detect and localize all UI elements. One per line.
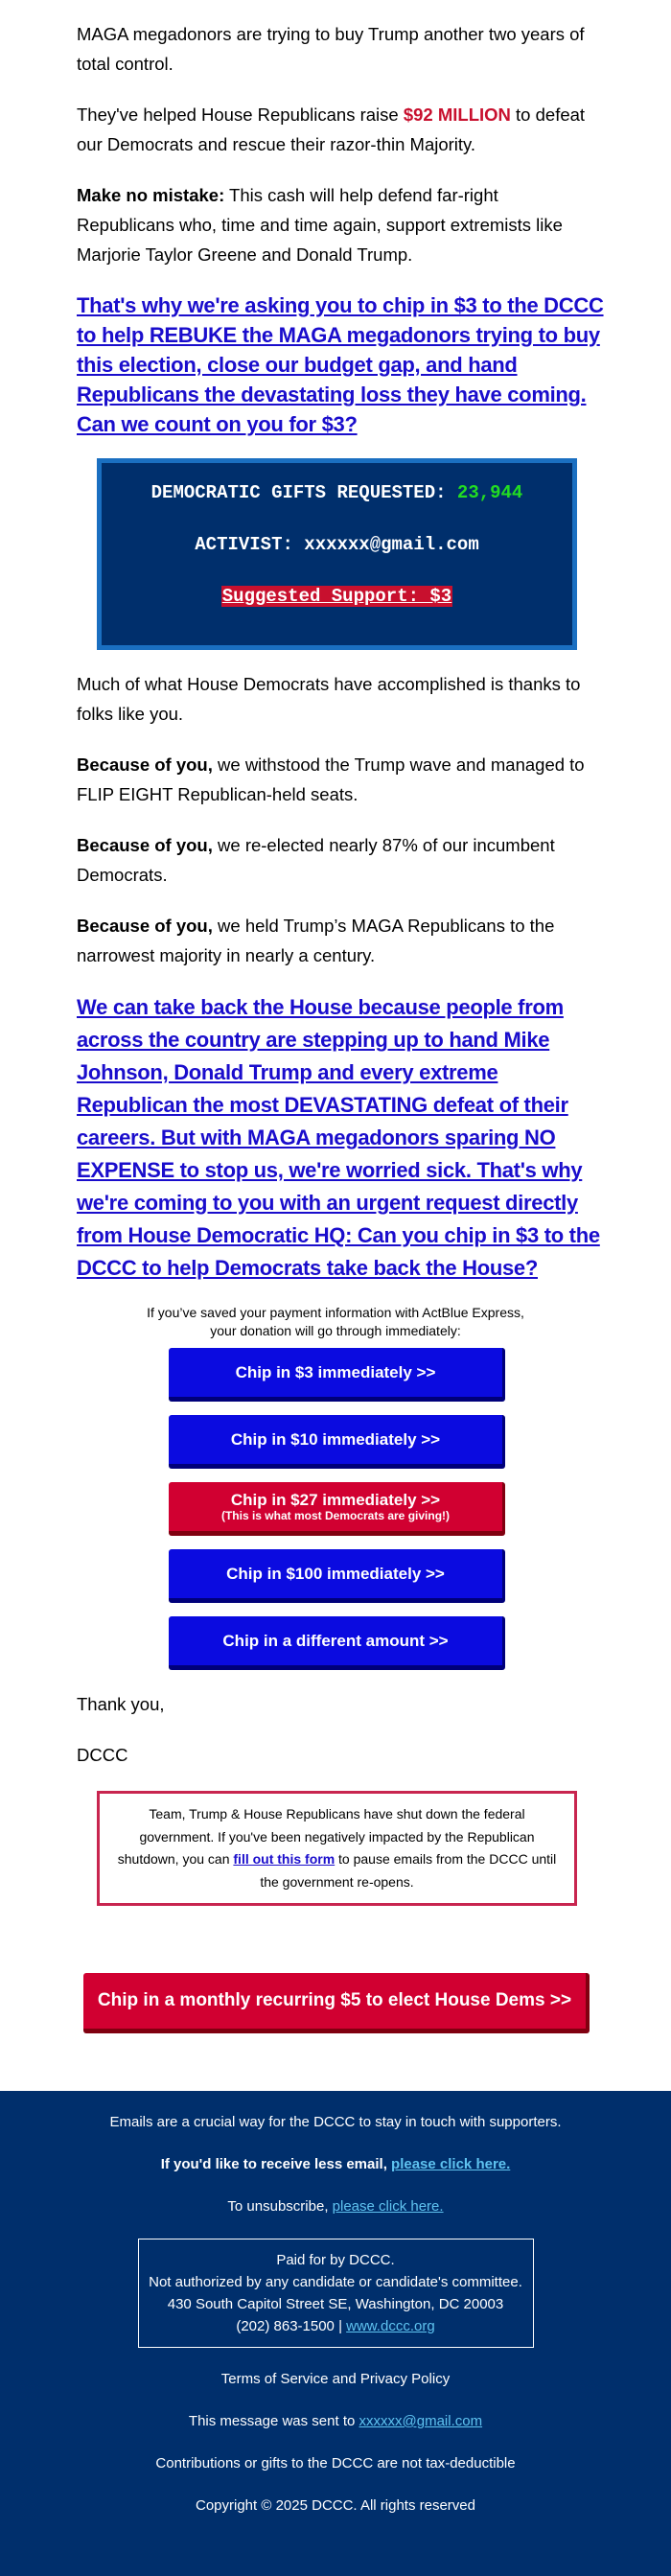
monthly-recurring-button[interactable]: Chip in a monthly recurring $5 to elect House Dems >> bbox=[83, 1973, 590, 2033]
shutdown-notice: Team, Trump & House Republicans have shut down the federal government. If you've been negatively impacted by the Republican shutdown, you can fill out this form to pause emails from the DCCC until the government re-opens. bbox=[97, 1791, 577, 1906]
mistake-paragraph: Make no mistake: This cash will help defend far-right Republicans who, time and time again, support extremists like Marjorie Taylor Greene and Donald Trump. bbox=[77, 185, 563, 265]
thanks-paragraph: Much of what House Democrats have accomplished is thanks to folks like you. bbox=[77, 674, 581, 724]
chip-in-3-button[interactable]: Chip in $3 immediately >> bbox=[169, 1348, 505, 1402]
recipient-email-link[interactable]: xxxxxx@gmail.com bbox=[359, 2413, 483, 2429]
actblue-express-note: If you’ve saved your payment information with ActBlue Express, your donation will go through immediately: bbox=[147, 1305, 524, 1338]
unsubscribe-link[interactable]: please click here. bbox=[332, 2198, 444, 2215]
because-paragraph: Because of you, we held Trump’s MAGA Republicans to the narrowest majority in nearly a century. bbox=[77, 916, 555, 965]
gift-request-box: DEMOCRATIC GIFTS REQUESTED: 23,944 ACTIVIST: xxxxxx@gmail.com Suggested Support: $3 bbox=[97, 458, 577, 650]
copyright: Copyright © 2025 DCCC. All rights reserved bbox=[195, 2497, 475, 2514]
terms-privacy[interactable]: Terms of Service and Privacy Policy bbox=[220, 2371, 451, 2387]
chip-in-27-button[interactable]: Chip in $27 immediately >> (This is what most Democrats are giving!) bbox=[169, 1482, 505, 1536]
chip-in-other-amount-button[interactable]: Chip in a different amount >> bbox=[169, 1616, 505, 1670]
amount-highlight: $92 MILLION bbox=[403, 104, 511, 125]
footer: Emails are a crucial way for the DCCC to stay in touch with supporters. If you'd like to receive less email, please click here. To unsubscribe, please click here. Paid for by DCCC. Not authorized by any candidate or candidate's committee. 430 South Capitol Street SE, Washington, DC 20003 (202) 863-1500 | www.dccc.org Terms of Service and Privacy Policy This message was sent to xxxxxx@gmail.com Contributions or gifts to the DCCC are not tax-deductible Copyright © 2025 DCCC. All rights reserved bbox=[0, 2091, 671, 2576]
paid-for-box: Paid for by DCCC. Not authorized by any candidate or candidate's committee. 430 South Capitol Street SE, Washington, DC 20003 (202) 863-1500 | www.dccc.org bbox=[138, 2239, 534, 2348]
gift-count: 23,944 bbox=[456, 482, 523, 503]
signoff-thanks: Thank you, bbox=[77, 1694, 165, 1714]
tax-note: Contributions or gifts to the DCCC are not tax-deductible bbox=[155, 2455, 516, 2472]
intro-paragraph: MAGA megadonors are trying to buy Trump another two years of total control. bbox=[77, 24, 585, 74]
pause-emails-form-link[interactable]: fill out this form bbox=[233, 1851, 336, 1867]
signoff-name: DCCC bbox=[77, 1745, 128, 1765]
footer-intro: Emails are a crucial way for the DCCC to stay in touch with supporters. bbox=[109, 2114, 562, 2130]
donate-link-rebuke[interactable]: That's why we're asking you to chip in $3 to the DCCC to help REBUKE the MAGA megadonors trying to buy this election, close our budget gap, and hand Republicans the devastating loss they have coming. Can we count on you for $3? bbox=[77, 293, 604, 436]
activist-email: xxxxxx@gmail.com bbox=[304, 534, 479, 555]
donate-link-take-back-house[interactable]: We can take back the House because people from across the country are stepping up to hand Mike Johnson, Donald Trump and every extreme Republican the most DEVASTATING defeat of their careers. But with MAGA megadonors sparing NO EXPENSE to stop us, we're worried sick. That's why we're coming to you with an urgent request directly from House Democratic HQ: Can you chip in $3 to the DCCC to help Democrats take back the House? bbox=[77, 995, 600, 1280]
suggested-support-link[interactable]: Suggested Support: $3 bbox=[221, 586, 452, 607]
because-paragraph: Because of you, we re-elected nearly 87% of our incumbent Democrats. bbox=[77, 835, 555, 885]
chip-in-100-button[interactable]: Chip in $100 immediately >> bbox=[169, 1549, 505, 1603]
website-link[interactable]: www.dccc.org bbox=[346, 2318, 435, 2334]
less-email-link[interactable]: please click here. bbox=[391, 2156, 511, 2172]
fundraising-paragraph: They've helped House Republicans raise $92 MILLION to defeat our Democrats and rescue their razor-thin Majority. bbox=[77, 104, 586, 154]
chip-in-10-button[interactable]: Chip in $10 immediately >> bbox=[169, 1415, 505, 1469]
because-paragraph: Because of you, we withstood the Trump wave and managed to FLIP EIGHT Republican-held seats. bbox=[77, 754, 585, 804]
